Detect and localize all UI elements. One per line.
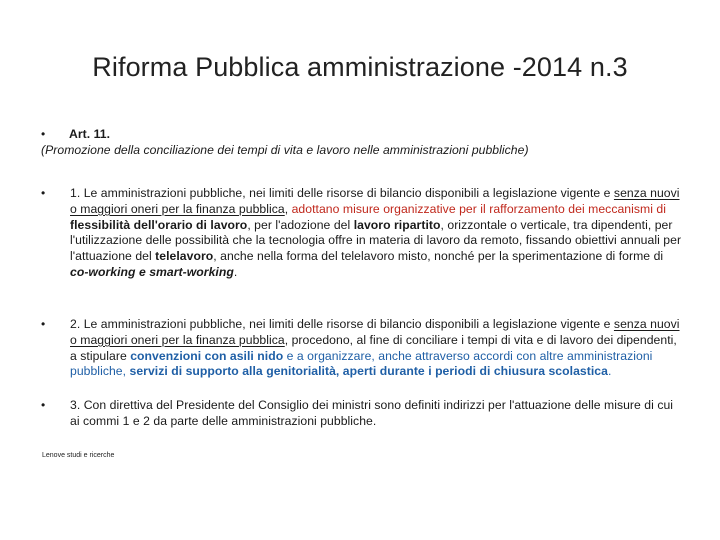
p1-bold-italic-text: co-working e smart-working [70,264,234,279]
p1-red-text: adottano misure organizzative per il rafforzamento dei meccanismi di [291,201,667,216]
p1-text: , anche nella forma del telelavoro misto, nonché per la sperimentazione di forme di [213,249,664,264]
p2-underlined-text: senza nuovi o maggiori oneri per la finanza pubblica [70,317,680,347]
p1-text: , [284,201,292,216]
bullet-glyph: • [41,398,46,412]
p2-blue-text: e a organizzare, anche attraverso accordi con altre amministrazioni pubbliche, [70,348,653,379]
p2-text: 2. Le amministrazioni pubbliche, nei limiti delle risorse di bilancio disponibili a legislazione vigente e [70,317,614,331]
p1-bold-text: lavoro ripartito [353,217,441,232]
bullet-glyph: • [41,127,46,141]
p2-blue-bold-text: convenzioni con asili nido [130,348,284,363]
bullet-glyph: • [41,186,46,200]
p1-text: . [233,264,238,279]
p1-bold-text: telelavoro [155,249,214,264]
p1-text: 1. Le amministrazioni pubbliche, nei limiti delle risorse di bilancio disponibili a legislazione vigente e [70,186,614,200]
paragraph-2 [70,317,682,380]
p1-text: , per l'adozione del [247,217,354,232]
article-subtitle: (Promozione della conciliazione dei tempi di vita e lavoro nelle amministrazioni pubbliche) [41,142,529,157]
p2-text: , procedono, al fine di conciliare i tempi di vita e di lavoro dei dipendenti, a stipulare [70,332,677,363]
paragraph-3: 3. Con direttiva del Presidente del Consiglio dei ministri sono definiti indirizzi per l'attuazione delle misure di cui ai commi 1 e 2 da parte delle amministrazioni pubbliche. [70,398,674,428]
article-heading [41,127,529,159]
slide-title: Riforma Pubblica amministrazione -2014 n.3 [92,52,628,82]
paragraph-1 [70,186,682,281]
article-label: Art. 11. [69,127,111,141]
p1-underlined-text: senza nuovi o maggiori oneri per la finanza pubblica [70,186,680,216]
p2-blue-bold-text: servizi di supporto alla genitorialità, aperti durante i periodi di chiusura scolastica [129,364,608,379]
p1-bold-text: flessibilità dell'orario di lavoro [70,217,248,232]
p1-text: , orizzontale o verticale, tra dipendenti, per l'utilizzazione delle possibilità che la tecnologia offre in materia di lavoro da remoto, fissando obiettivi annuali per l'attuazione del [70,217,682,264]
bullet-glyph: • [41,317,46,331]
p2-blue-text: . [607,364,612,379]
footer-text: Lenove studi e ricerche [42,452,115,459]
